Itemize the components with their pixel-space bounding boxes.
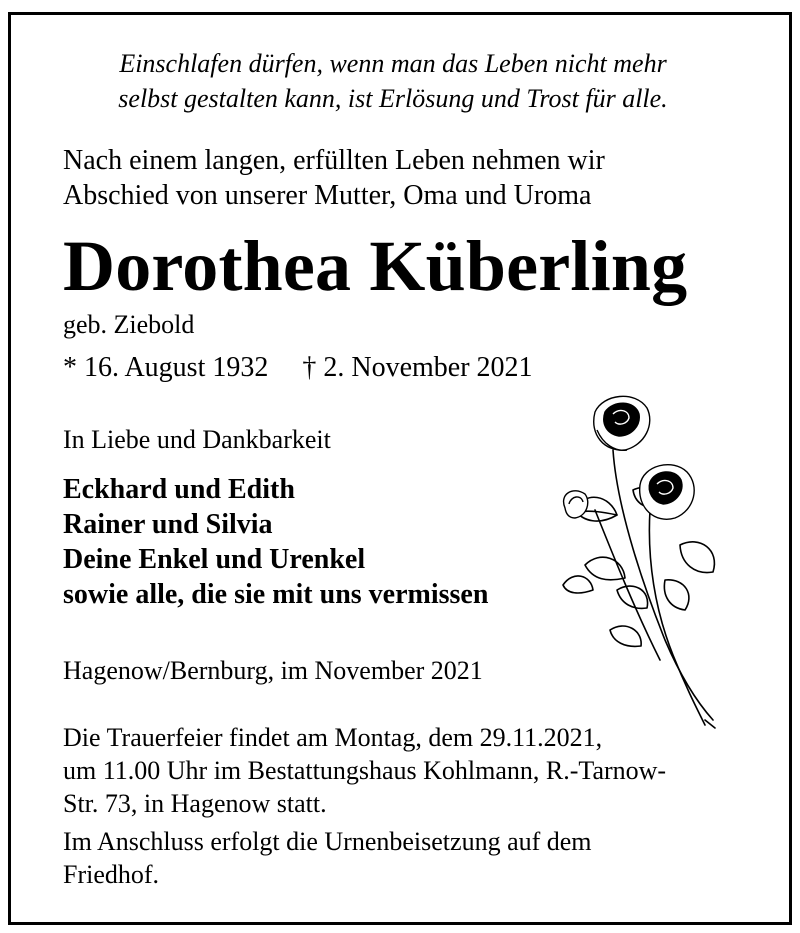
birth-date: * 16. August 1932 [63,352,269,383]
ceremony-line-1: Die Trauerfeier findet am Montag, dem 29.11.2021, [63,723,603,752]
motto-line-1: Einschlafen dürfen, wenn man das Leben nicht mehr [119,49,667,78]
rose-bouquet-icon [555,390,725,735]
mourner-name: Eckhard und Edith [63,474,295,505]
life-dates [63,352,533,384]
deceased-name: Dorothea Küberling [63,226,688,306]
place-and-date: Hagenow/Bernburg, im November 2021 [63,656,483,685]
intro-line-1: Nach einem langen, erfüllten Leben nehmen wir [63,145,605,176]
motto-line-2: selbst gestalten kann, ist Erlösung und Trost für alle. [118,84,668,113]
mourner-name: sowie alle, die sie mit uns vermissen [63,579,489,610]
death-date: † 2. November 2021 [302,352,533,383]
mourner-name: Deine Enkel und Urenkel [63,544,366,575]
burial-line-1: Im Anschluss erfolgt die Urnenbeisetzung auf dem [63,827,592,856]
maiden-name: geb. Ziebold [63,310,195,339]
ceremony-line-3: Str. 73, in Hagenow statt. [63,789,327,818]
ceremony-line-2: um 11.00 Uhr im Bestattungshaus Kohlmann, R.-Tarnow- [63,756,667,785]
mourners-heading: In Liebe und Dankbarkeit [63,425,331,454]
burial-line-2: Friedhof. [63,860,160,889]
intro-line-2: Abschied von unserer Mutter, Oma und Uroma [63,180,592,211]
mourner-name: Rainer und Silvia [63,509,273,540]
